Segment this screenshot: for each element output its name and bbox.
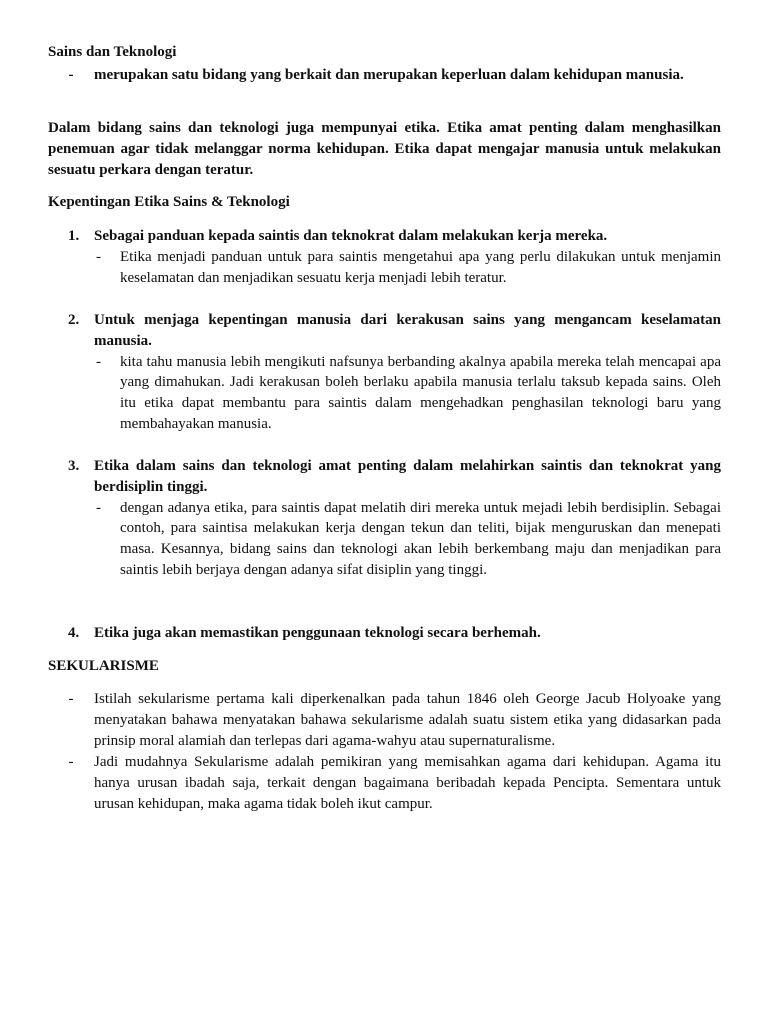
item-detail: Etika menjadi panduan untuk para saintis mengetahui apa yang perlu dilakukan untuk menjamin keselamatan dan menjadikan sesuatu kerja menjadi lebih teratur. xyxy=(120,248,721,286)
dash-marker: - xyxy=(96,499,101,516)
dash-marker: - xyxy=(68,754,74,770)
intro-bullet-text: merupakan satu bidang yang berkait dan merupakan keperluan dalam kehidupan manusia. xyxy=(94,67,684,83)
item-detail: kita tahu manusia lebih mengikuti nafsunya berbanding akalnya apabila mereka telah mencapai apa yang dimahukan. Jadi kerakusan boleh berlaku apabila manusia terlalu taksub kepada sains. Oleh itu etika dapat membantu para saintis dalam mengehadkan penghasilan teknologi baru yang membahayakan manusia. xyxy=(120,353,721,432)
item-number: 2. xyxy=(68,312,80,328)
item-title: Untuk menjaga kepentingan manusia dari kerakusan sains yang mengancam keselamatan manusia. xyxy=(94,312,721,349)
intro-heading: Sains dan Teknologi xyxy=(48,44,177,60)
dash-marker: - xyxy=(68,691,74,707)
sekularisme-heading: SEKULARISME xyxy=(48,658,159,674)
numbered-item-3 xyxy=(48,456,721,581)
intro-bullet xyxy=(48,65,721,86)
item-number: 4. xyxy=(68,625,80,641)
item-title: Sebagai panduan kepada saintis dan teknokrat dalam melakukan kerja mereka. xyxy=(94,228,608,244)
sekularisme-bullet-text: Jadi mudahnya Sekularisme adalah pemikiran yang memisahkan agama dari kehidupan. Agama itu hanya urusan ibadah saja, terkait dengan bagaimana beribadah kepada Pencipta. Sementara untuk urusan kehidupan, maka agama tidak boleh ikut campur. xyxy=(94,754,721,812)
item-number: 3. xyxy=(68,458,80,474)
sekularisme-bullet-text: Istilah sekularisme pertama kali diperkenalkan pada tahun 1846 oleh George Jacub Holyoake yang menyatakan bahawa menyatakan bahawa sekularisme adalah suatu sistem etika yang didasarkan pada prinsip moral alamiah dan terlepas dari agama-wahyu atau supernaturalisme. xyxy=(94,691,721,749)
sekularisme-bullet-2 xyxy=(48,752,721,814)
item-title: Etika dalam sains dan teknologi amat penting dalam melahirkan saintis dan teknokrat yang berdisiplin tinggi. xyxy=(94,458,721,495)
item-number: 1. xyxy=(68,228,80,244)
item-detail: dengan adanya etika, para saintis dapat melatih diri mereka untuk mejadi lebih berdisiplin. Sebagai contoh, para saintisa melakukan kerja dengan tekun dan teliti, bijak menguruskan dan menepati masa. Kesannya, bidang sains dan teknologi akan lebih berkembang maju dan menjadikan para saintis lebih berjaya dengan adanya sifat disiplin yang tinggi. xyxy=(120,499,721,578)
numbered-item-2 xyxy=(48,310,721,435)
kepentingan-heading: Kepentingan Etika Sains & Teknologi xyxy=(48,194,290,210)
numbered-item-4 xyxy=(48,623,721,644)
dash-marker: - xyxy=(68,67,74,83)
item-title: Etika juga akan memastikan penggunaan teknologi secara berhemah. xyxy=(94,625,541,641)
dash-marker: - xyxy=(96,248,101,265)
dash-marker: - xyxy=(96,353,101,370)
sekularisme-bullet-1 xyxy=(48,689,721,751)
intro-paragraph: Dalam bidang sains dan teknologi juga mempunyai etika. Etika amat penting dalam menghasilkan penemuan agar tidak melanggar norma kehidupan. Etika dapat mengajar manusia untuk melakukan sesuatu perkara dengan teratur. xyxy=(48,120,721,178)
numbered-item-1 xyxy=(48,226,721,288)
